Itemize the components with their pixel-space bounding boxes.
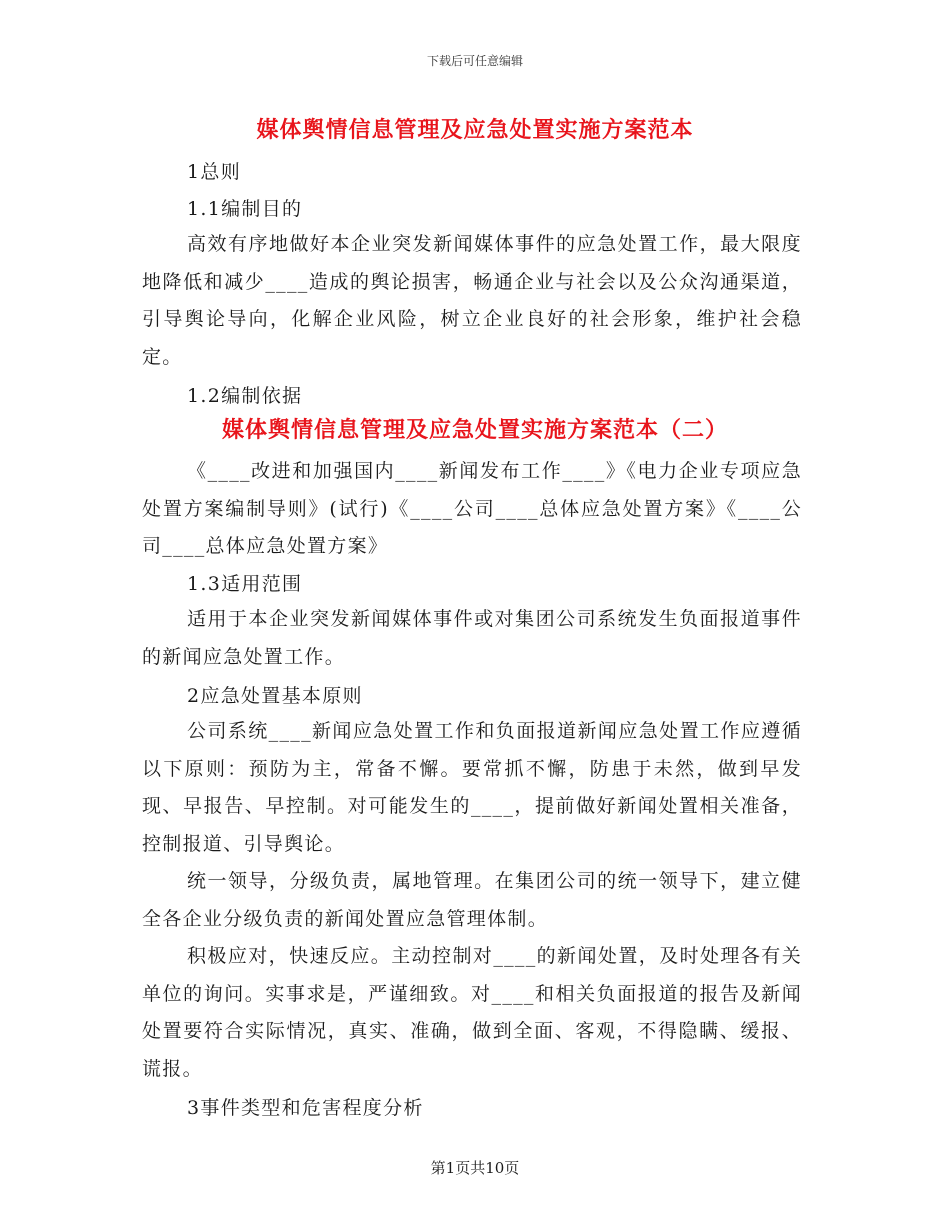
section-heading-purpose: 1.1编制目的 xyxy=(187,198,303,220)
section-heading-general: 1总则 xyxy=(187,161,241,183)
section-heading-event-types: 3事件类型和危害程度分析 xyxy=(187,1097,424,1119)
header-note: 下载后可任意编辑 xyxy=(426,54,523,68)
section-heading-principles: 2应急处置基本原则 xyxy=(187,685,363,707)
paragraph-principles: 公司系统____新闻应急处置工作和负面报道新闻应急处置工作应遵循以下原则：预防为主，常备不懈。要常抓不懈，防患于未然，做到早发现、早报告、早控制。对可能发生的____，提前做好新闻处置相关准备，控制报道、引导舆论。 xyxy=(142,720,802,855)
paragraph-purpose: 高效有序地做好本企业突发新闻媒体事件的应急处置工作，最大限度地降低和减少____造成的舆论损害，畅通企业与社会以及公众沟通渠道，引导舆论导向，化解企业风险，树立企业良好的社会形象，维护社会稳定。 xyxy=(142,233,802,368)
document-title: 媒体舆情信息管理及应急处置实施方案范本 xyxy=(256,117,694,143)
document-subtitle: 媒体舆情信息管理及应急处置实施方案范本（二） xyxy=(221,417,728,443)
page-footer: 第1页共10页 xyxy=(430,1159,520,1177)
section-heading-basis: 1.2编制依据 xyxy=(187,385,303,407)
paragraph-response: 积极应对，快速反应。主动控制对____的新闻处置，及时处理各有关单位的询问。实事求是，严谨细致。对____和相关负面报道的报告及新闻处置要符合实际情况，真实、准确，做到全面、客观，不得隐瞒、缓报、谎报。 xyxy=(142,945,802,1080)
paragraph-leadership: 统一领导，分级负责，属地管理。在集团公司的统一领导下，建立健全各企业分级负责的新闻处置应急管理体制。 xyxy=(142,870,802,930)
paragraph-basis: 《____改进和加强国内____新闻发布工作____》《电力企业专项应急处置方案编制导则》(试行)《____公司____总体应急处置方案》《____公司____总体应急处置方案》 xyxy=(142,460,802,557)
section-heading-scope: 1.3适用范围 xyxy=(187,573,303,595)
paragraph-scope: 适用于本企业突发新闻媒体事件或对集团公司系统发生负面报道事件的新闻应急处置工作。 xyxy=(142,608,802,668)
